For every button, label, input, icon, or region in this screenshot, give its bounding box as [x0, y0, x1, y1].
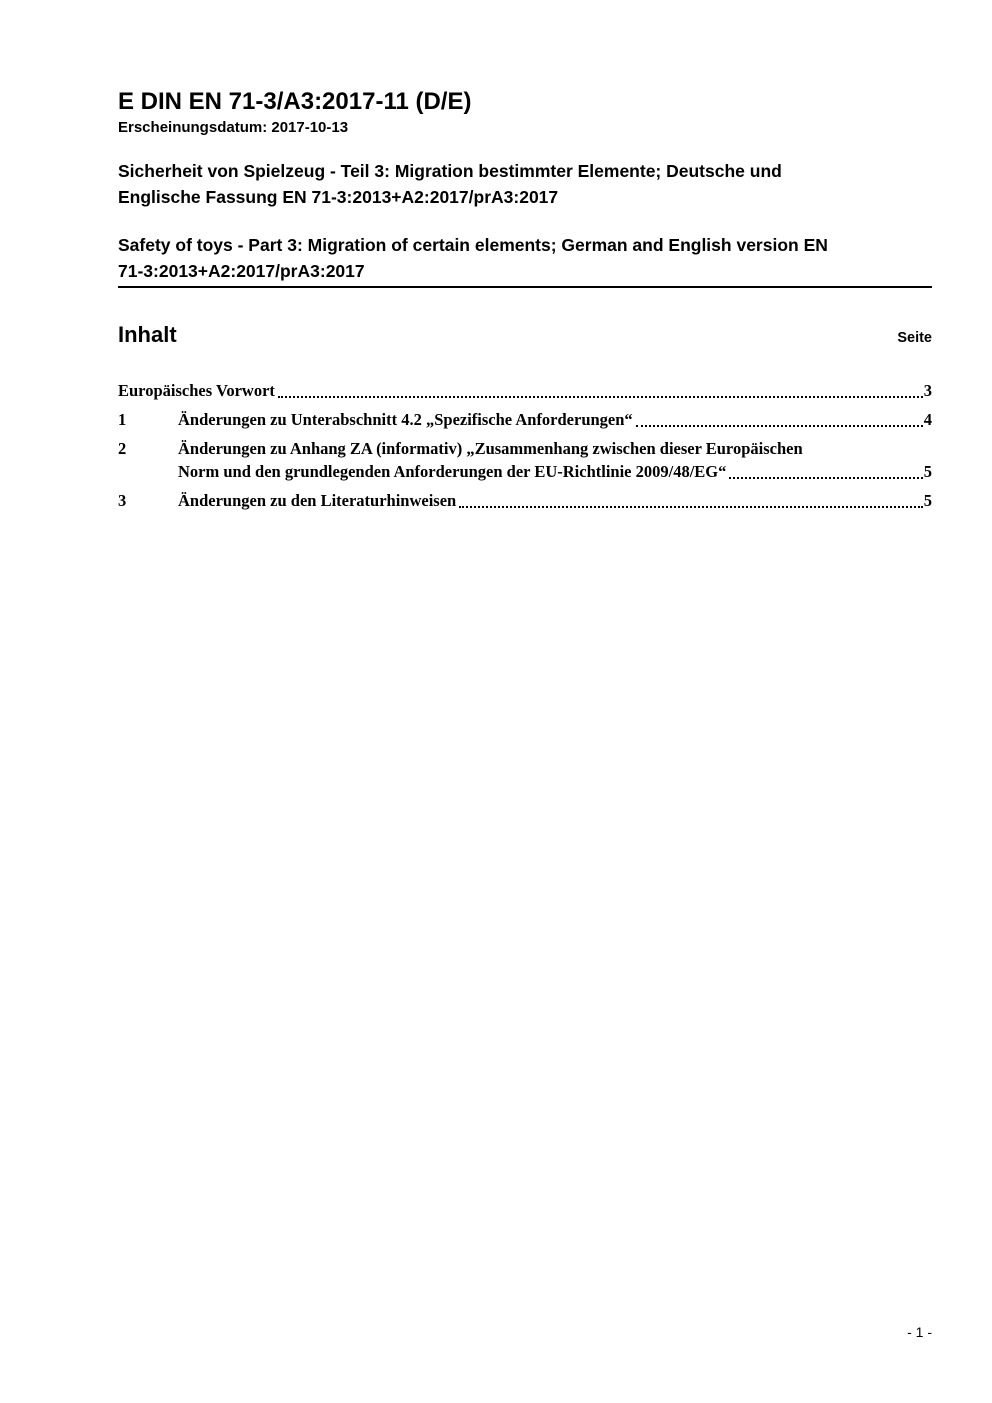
toc-dot-leader [459, 506, 923, 508]
toc-entry [118, 408, 932, 431]
toc-entry-line [178, 408, 932, 431]
release-date: Erscheinungsdatum: 2017-10-13 [118, 118, 349, 136]
toc-entry-page-number: 5 [923, 462, 932, 482]
toc-entry-title: Änderungen zu Unterabschnitt 4.2 „Spezifische Anforderungen“ [178, 410, 633, 430]
toc-entry [118, 379, 932, 402]
toc-entry-line [178, 437, 932, 460]
footer-page-number: - 1 - [907, 1324, 932, 1340]
toc-entry [118, 437, 932, 483]
toc-entry-body [178, 437, 932, 483]
toc-dot-leader [636, 425, 923, 427]
toc-entry-page-number: 5 [923, 491, 932, 511]
toc-entry-number: 1 [118, 410, 127, 430]
toc-entry-number: 2 [118, 439, 127, 459]
title-english [118, 232, 932, 284]
toc-heading: Inhalt [118, 321, 177, 347]
subtitle-line: Safety of toys - Part 3: Migration of certain elements; German and English version EN [118, 234, 828, 255]
toc-entry-title: Änderungen zu Anhang ZA (informativ) „Zusammenhang zwischen dieser Europäischen [178, 439, 803, 459]
toc-entry-line [178, 489, 932, 512]
toc-header-row [118, 322, 932, 348]
toc-entry-number: 3 [118, 491, 127, 511]
toc-entry [118, 489, 932, 512]
toc-dot-leader [729, 477, 922, 479]
table-of-contents [118, 322, 932, 512]
toc-entry-title: Änderungen zu den Literaturhinweisen [178, 491, 457, 511]
header-divider-rule [118, 286, 932, 288]
toc-entry-page-number: 4 [923, 410, 932, 430]
subtitle-line: Sicherheit von Spielzeug - Teil 3: Migration bestimmter Elemente; Deutsche und [118, 160, 782, 181]
title-german [118, 158, 932, 210]
toc-entry-title: Norm und den grundlegenden Anforderungen der EU-Richtlinie 2009/48/EG“ [178, 462, 727, 482]
toc-entry-body [178, 408, 932, 431]
document-title: E DIN EN 71-3/A3:2017-11 (D/E) [118, 88, 472, 115]
subtitle-line: 71-3:2013+A2:2017/prA3:2017 [118, 260, 365, 281]
toc-entry-body [178, 489, 932, 512]
toc-entry-line [178, 460, 932, 483]
toc-entry-body [118, 379, 932, 402]
subtitle-line: Englische Fassung EN 71-3:2013+A2:2017/prA3:2017 [118, 186, 559, 207]
toc-entry-title: Europäisches Vorwort [118, 381, 275, 401]
toc-entry-line [118, 379, 932, 402]
toc-dot-leader [278, 396, 923, 398]
toc-list [118, 379, 932, 512]
toc-entry-page-number: 3 [923, 381, 932, 401]
toc-page-column-label: Seite [897, 329, 932, 346]
